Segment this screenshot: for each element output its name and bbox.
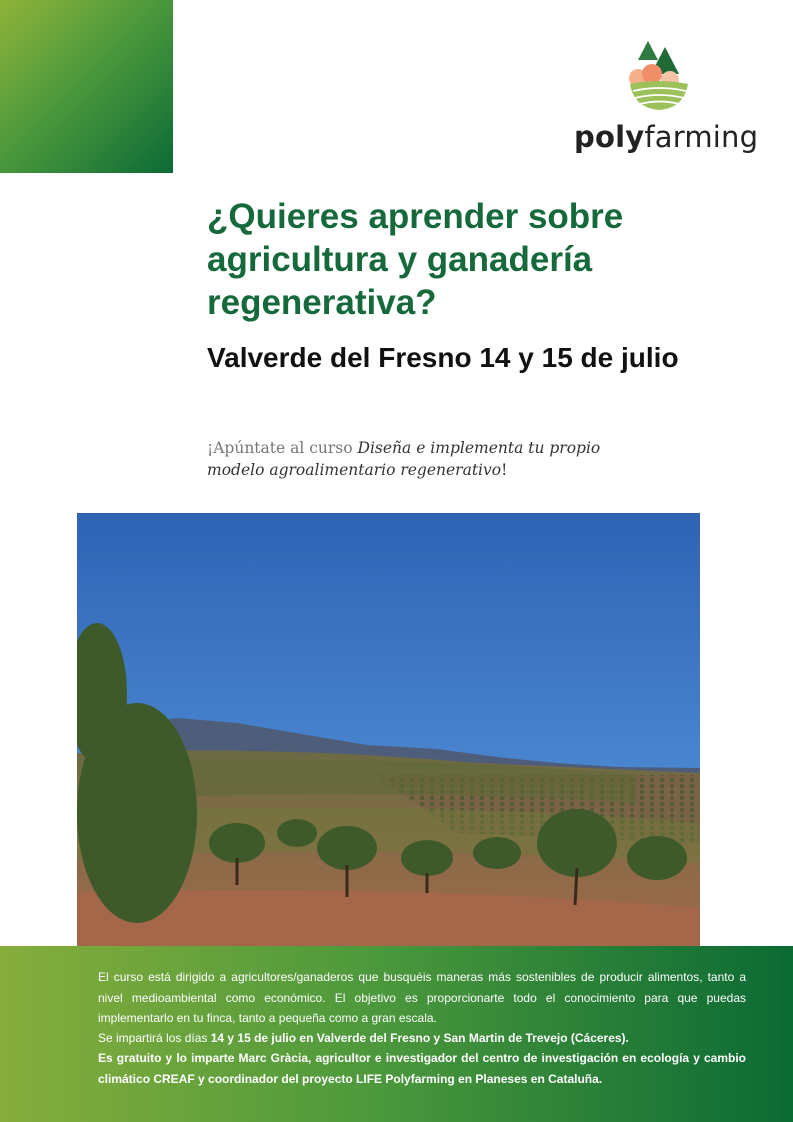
location-date: Valverde del Fresno 14 y 15 de julio (207, 342, 679, 373)
polyfarming-logo (570, 38, 759, 158)
brand-regular: farming (644, 120, 759, 154)
instructor-info: Es gratuito y lo imparte Marc Gràcia, agricultor e investigador del centro de investigación en ecología y cambio climático CREAF y coordinador del proyecto LIFE Polyfarming en Planeses en Cataluña. (98, 1051, 746, 1086)
brand-bold: poly (574, 120, 645, 154)
headline: ¿Quieres aprender sobre agricultura y ganadería regenerativa? (207, 197, 624, 322)
course-schedule (98, 1028, 746, 1049)
landscape-photo (77, 513, 700, 946)
course-description: El curso está dirigido a agricultores/ganaderos que busquéis maneras más sostenibles de producir alimentos, tanto a nivel medioambiental como económico. El objetivo es proporcionarte todo el conocimiento para que puedas implementarlo en tu finca, tanto a pequeña como a gran escala. (98, 970, 746, 1025)
corner-gradient-block (0, 0, 173, 173)
invite-prefix: ¡Apúntate al curso (207, 439, 358, 457)
mountain-field-icon (626, 38, 694, 114)
schedule-prefix: Se impartirá los días (98, 1031, 211, 1045)
course-invite (207, 437, 637, 481)
schedule-details: 14 y 15 de julio en Valverde del Fresno y San Martin de Trevejo (Cáceres). (210, 1031, 629, 1045)
brand-wordmark (574, 120, 758, 154)
footer-info-panel (0, 946, 793, 1122)
invite-suffix: ! (501, 461, 508, 479)
course-title: Diseña e implementa tu propio modelo agroalimentario regenerativo (207, 439, 601, 479)
